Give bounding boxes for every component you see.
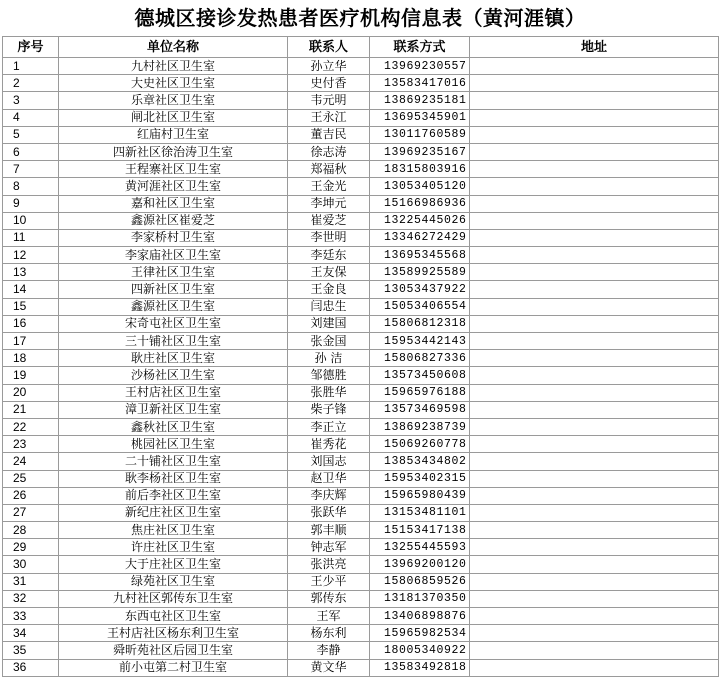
row-index-cell: 14: [3, 281, 59, 298]
address-cell: [470, 367, 719, 384]
phone-cell: 13011760589: [370, 126, 470, 143]
contact-person-cell: 李静: [288, 642, 370, 659]
contact-person-cell: 杨东利: [288, 625, 370, 642]
table-row: [3, 573, 719, 590]
address-cell: [470, 522, 719, 539]
address-cell: [470, 126, 719, 143]
contact-person-cell: 徐志涛: [288, 143, 370, 160]
phone-cell: 13695345901: [370, 109, 470, 126]
table-row: [3, 229, 719, 246]
row-index-cell: 16: [3, 315, 59, 332]
address-cell: [470, 418, 719, 435]
table-body: [3, 58, 719, 677]
contact-person-cell: 李庆辉: [288, 487, 370, 504]
table-row: [3, 333, 719, 350]
row-index-cell: 1: [3, 58, 59, 75]
table-row: [3, 143, 719, 160]
unit-name-cell: 三十铺社区卫生室: [59, 333, 288, 350]
phone-cell: 13573469598: [370, 401, 470, 418]
unit-name-cell: 许庄社区卫生室: [59, 539, 288, 556]
unit-name-cell: 耿李杨社区卫生室: [59, 470, 288, 487]
contact-person-cell: 韦元明: [288, 92, 370, 109]
table-row: [3, 625, 719, 642]
phone-cell: 13406898876: [370, 608, 470, 625]
table-row: [3, 384, 719, 401]
contact-person-cell: 王少平: [288, 573, 370, 590]
table-row: [3, 126, 719, 143]
row-index-cell: 2: [3, 75, 59, 92]
contact-person-cell: 邹德胜: [288, 367, 370, 384]
row-index-cell: 30: [3, 556, 59, 573]
phone-cell: 13181370350: [370, 590, 470, 607]
contact-person-cell: 刘建国: [288, 315, 370, 332]
phone-cell: 15965980439: [370, 487, 470, 504]
unit-name-cell: 桃园社区卫生室: [59, 436, 288, 453]
phone-cell: 13969235167: [370, 143, 470, 160]
table-row: [3, 642, 719, 659]
clinic-info-table: [2, 36, 719, 677]
phone-cell: 13695345568: [370, 247, 470, 264]
address-cell: [470, 539, 719, 556]
address-cell: [470, 264, 719, 281]
row-index-cell: 3: [3, 92, 59, 109]
header-address: 地址: [470, 37, 719, 58]
address-cell: [470, 504, 719, 521]
unit-name-cell: 耿庄社区卫生室: [59, 350, 288, 367]
unit-name-cell: 乐章社区卫生室: [59, 92, 288, 109]
row-index-cell: 5: [3, 126, 59, 143]
phone-cell: 13853434802: [370, 453, 470, 470]
phone-cell: 15166986936: [370, 195, 470, 212]
row-index-cell: 34: [3, 625, 59, 642]
contact-person-cell: 张金国: [288, 333, 370, 350]
contact-person-cell: 张洪亮: [288, 556, 370, 573]
contact-person-cell: 闫忠生: [288, 298, 370, 315]
table-row: [3, 212, 719, 229]
contact-person-cell: 赵卫华: [288, 470, 370, 487]
contact-person-cell: 李廷东: [288, 247, 370, 264]
phone-cell: 15069260778: [370, 436, 470, 453]
address-cell: [470, 143, 719, 160]
phone-cell: 15806827336: [370, 350, 470, 367]
table-row: [3, 556, 719, 573]
address-cell: [470, 315, 719, 332]
contact-person-cell: 崔爱芝: [288, 212, 370, 229]
address-cell: [470, 178, 719, 195]
contact-person-cell: 王友保: [288, 264, 370, 281]
row-index-cell: 23: [3, 436, 59, 453]
unit-name-cell: 鑫秋社区卫生室: [59, 418, 288, 435]
contact-person-cell: 郑福秋: [288, 161, 370, 178]
contact-person-cell: 王永江: [288, 109, 370, 126]
row-index-cell: 17: [3, 333, 59, 350]
contact-person-cell: 崔秀花: [288, 436, 370, 453]
address-cell: [470, 384, 719, 401]
table-row: [3, 608, 719, 625]
row-index-cell: 26: [3, 487, 59, 504]
contact-person-cell: 钟志军: [288, 539, 370, 556]
unit-name-cell: 李家桥村卫生室: [59, 229, 288, 246]
contact-person-cell: 张胜华: [288, 384, 370, 401]
table-row: [3, 659, 719, 676]
contact-person-cell: 刘国志: [288, 453, 370, 470]
unit-name-cell: 王村店社区卫生室: [59, 384, 288, 401]
unit-name-cell: 大史社区卫生室: [59, 75, 288, 92]
table-row: [3, 470, 719, 487]
contact-person-cell: 张跃华: [288, 504, 370, 521]
row-index-cell: 12: [3, 247, 59, 264]
address-cell: [470, 401, 719, 418]
table-row: [3, 350, 719, 367]
address-cell: [470, 229, 719, 246]
table-row: [3, 75, 719, 92]
phone-cell: 13573450608: [370, 367, 470, 384]
unit-name-cell: 前后李社区卫生室: [59, 487, 288, 504]
unit-name-cell: 宋奇屯社区卫生室: [59, 315, 288, 332]
header-row: [3, 37, 719, 58]
contact-person-cell: 王金良: [288, 281, 370, 298]
unit-name-cell: 王村店社区杨东利卫生室: [59, 625, 288, 642]
table-row: [3, 436, 719, 453]
table-row: [3, 590, 719, 607]
row-index-cell: 15: [3, 298, 59, 315]
phone-cell: 13583417016: [370, 75, 470, 92]
contact-person-cell: 李正立: [288, 418, 370, 435]
address-cell: [470, 75, 719, 92]
table-row: [3, 315, 719, 332]
row-index-cell: 18: [3, 350, 59, 367]
row-index-cell: 21: [3, 401, 59, 418]
row-index-cell: 19: [3, 367, 59, 384]
row-index-cell: 28: [3, 522, 59, 539]
address-cell: [470, 590, 719, 607]
unit-name-cell: 焦庄社区卫生室: [59, 522, 288, 539]
header-index: 序号: [3, 37, 59, 58]
phone-cell: 15153417138: [370, 522, 470, 539]
contact-person-cell: 董吉民: [288, 126, 370, 143]
address-cell: [470, 195, 719, 212]
phone-cell: 13869235181: [370, 92, 470, 109]
phone-cell: 15806812318: [370, 315, 470, 332]
unit-name-cell: 沙杨社区卫生室: [59, 367, 288, 384]
row-index-cell: 35: [3, 642, 59, 659]
address-cell: [470, 247, 719, 264]
contact-person-cell: 郭丰顺: [288, 522, 370, 539]
row-index-cell: 4: [3, 109, 59, 126]
row-index-cell: 9: [3, 195, 59, 212]
phone-cell: 13869238739: [370, 418, 470, 435]
table-row: [3, 367, 719, 384]
table-row: [3, 58, 719, 75]
row-index-cell: 7: [3, 161, 59, 178]
table-row: [3, 522, 719, 539]
address-cell: [470, 161, 719, 178]
row-index-cell: 13: [3, 264, 59, 281]
header-contact-person: 联系人: [288, 37, 370, 58]
unit-name-cell: 新纪庄社区卫生室: [59, 504, 288, 521]
table-row: [3, 247, 719, 264]
phone-cell: 13153481101: [370, 504, 470, 521]
phone-cell: 18315803916: [370, 161, 470, 178]
unit-name-cell: 嘉和社区卫生室: [59, 195, 288, 212]
address-cell: [470, 642, 719, 659]
contact-person-cell: 李世明: [288, 229, 370, 246]
table-row: [3, 539, 719, 556]
address-cell: [470, 298, 719, 315]
phone-cell: 13225445026: [370, 212, 470, 229]
table-row: [3, 401, 719, 418]
phone-cell: 13969230557: [370, 58, 470, 75]
contact-person-cell: 郭传东: [288, 590, 370, 607]
table-title: 德城区接诊发热患者医疗机构信息表（黄河涯镇）: [134, 6, 586, 30]
contact-person-cell: 王军: [288, 608, 370, 625]
unit-name-cell: 李家庙社区卫生室: [59, 247, 288, 264]
phone-cell: 13346272429: [370, 229, 470, 246]
address-cell: [470, 453, 719, 470]
header-unit-name: 单位名称: [59, 37, 288, 58]
row-index-cell: 22: [3, 418, 59, 435]
contact-person-cell: 柴子锋: [288, 401, 370, 418]
contact-person-cell: 孙立华: [288, 58, 370, 75]
table-row: [3, 281, 719, 298]
table-row: [3, 504, 719, 521]
contact-person-cell: 孙 洁: [288, 350, 370, 367]
unit-name-cell: 闸北社区卫生室: [59, 109, 288, 126]
address-cell: [470, 659, 719, 676]
address-cell: [470, 608, 719, 625]
table-row: [3, 195, 719, 212]
address-cell: [470, 487, 719, 504]
address-cell: [470, 436, 719, 453]
phone-cell: 15053406554: [370, 298, 470, 315]
phone-cell: 15965982534: [370, 625, 470, 642]
contact-person-cell: 黄文华: [288, 659, 370, 676]
table-row: [3, 178, 719, 195]
address-cell: [470, 92, 719, 109]
row-index-cell: 36: [3, 659, 59, 676]
phone-cell: 18005340922: [370, 642, 470, 659]
row-index-cell: 10: [3, 212, 59, 229]
unit-name-cell: 前小屯第二村卫生室: [59, 659, 288, 676]
row-index-cell: 24: [3, 453, 59, 470]
unit-name-cell: 二十铺社区卫生室: [59, 453, 288, 470]
row-index-cell: 27: [3, 504, 59, 521]
table-row: [3, 453, 719, 470]
table-row: [3, 298, 719, 315]
address-cell: [470, 573, 719, 590]
unit-name-cell: 舜昕苑社区后园卫生室: [59, 642, 288, 659]
phone-cell: 15965976188: [370, 384, 470, 401]
address-cell: [470, 212, 719, 229]
row-index-cell: 29: [3, 539, 59, 556]
phone-cell: 13589925589: [370, 264, 470, 281]
address-cell: [470, 350, 719, 367]
address-cell: [470, 281, 719, 298]
unit-name-cell: 鑫源社区崔爱芝: [59, 212, 288, 229]
table-row: [3, 161, 719, 178]
phone-cell: 13583492818: [370, 659, 470, 676]
address-cell: [470, 470, 719, 487]
contact-person-cell: 史付香: [288, 75, 370, 92]
unit-name-cell: 黄河涯社区卫生室: [59, 178, 288, 195]
address-cell: [470, 556, 719, 573]
table-row: [3, 264, 719, 281]
table-row: [3, 109, 719, 126]
phone-cell: 13053437922: [370, 281, 470, 298]
phone-cell: 13969200120: [370, 556, 470, 573]
unit-name-cell: 王程寨社区卫生室: [59, 161, 288, 178]
contact-person-cell: 李坤元: [288, 195, 370, 212]
phone-cell: 13053405120: [370, 178, 470, 195]
unit-name-cell: 鑫源社区卫生室: [59, 298, 288, 315]
table-row: [3, 418, 719, 435]
row-index-cell: 31: [3, 573, 59, 590]
unit-name-cell: 九村社区郭传东卫生室: [59, 590, 288, 607]
row-index-cell: 25: [3, 470, 59, 487]
row-index-cell: 6: [3, 143, 59, 160]
unit-name-cell: 四新社区卫生室: [59, 281, 288, 298]
unit-name-cell: 四新社区徐治涛卫生室: [59, 143, 288, 160]
unit-name-cell: 红庙村卫生室: [59, 126, 288, 143]
table-row: [3, 92, 719, 109]
row-index-cell: 32: [3, 590, 59, 607]
row-index-cell: 11: [3, 229, 59, 246]
row-index-cell: 8: [3, 178, 59, 195]
unit-name-cell: 绿苑社区卫生室: [59, 573, 288, 590]
address-cell: [470, 333, 719, 350]
unit-name-cell: 九村社区卫生室: [59, 58, 288, 75]
phone-cell: 15806859526: [370, 573, 470, 590]
row-index-cell: 20: [3, 384, 59, 401]
phone-cell: 15953442143: [370, 333, 470, 350]
phone-cell: 15953402315: [370, 470, 470, 487]
header-phone: 联系方式: [370, 37, 470, 58]
unit-name-cell: 漳卫新社区卫生室: [59, 401, 288, 418]
unit-name-cell: 王律社区卫生室: [59, 264, 288, 281]
address-cell: [470, 58, 719, 75]
row-index-cell: 33: [3, 608, 59, 625]
table-row: [3, 487, 719, 504]
address-cell: [470, 109, 719, 126]
unit-name-cell: 东西屯社区卫生室: [59, 608, 288, 625]
phone-cell: 13255445593: [370, 539, 470, 556]
contact-person-cell: 王金光: [288, 178, 370, 195]
unit-name-cell: 大于庄社区卫生室: [59, 556, 288, 573]
address-cell: [470, 625, 719, 642]
